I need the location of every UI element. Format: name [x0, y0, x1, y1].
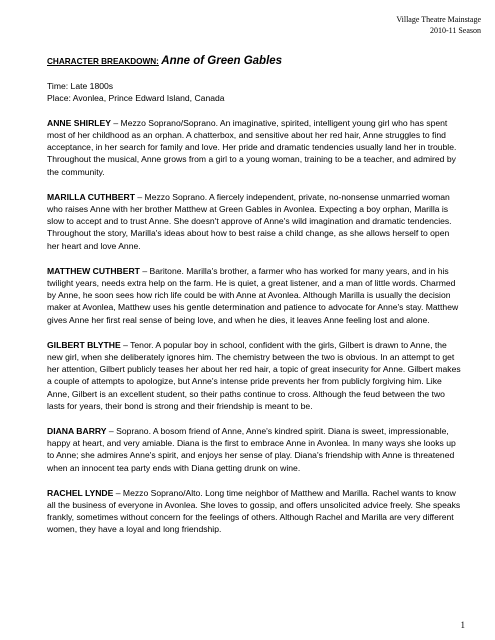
character-name: RACHEL LYNDE: [47, 487, 114, 498]
setting-place: Place: Avonlea, Prince Edward Island, Canada: [47, 93, 225, 104]
setting-block: [47, 80, 462, 105]
show-title: Anne of Green Gables: [161, 55, 283, 67]
character-diana-barry: [47, 425, 462, 474]
character-gilbert-blythe: [47, 339, 462, 413]
page-title: [47, 54, 462, 69]
character-description: – Mezzo Soprano. A fiercely independent, private, no-nonsense unmarried woman who raises Anne with her brother Matthew at Green Gables in Avonlea. Expecting a boy orphan, Marilla is slow to accept and to trust Anne. She doesn't approve of Anne's wild imagination and dramatic tendencies. Throughout the story, Marilla's ideas about how to best raise a child change, as she allows herself to open her heart and love Anne.: [47, 191, 452, 251]
running-head: [396, 14, 481, 36]
setting-time: Time: Late 1800s: [47, 81, 114, 91]
character-description: – Soprano. A bosom friend of Anne, Anne's kindred spirit. Diana is sweet, impressionable, happy at heart, and very amiable. Diana is the first to embrace Anne in Avonlea. In many ways she looks up to Anne; she admires Anne's spirit, and enjoys her sense of play. Diana's friendship with Anne is threatened when an innocent tea party ends with Diana getting drunk on wine.: [47, 425, 456, 473]
character-name: ANNE SHIRLEY: [47, 117, 111, 128]
character-description: – Tenor. A popular boy in school, confident with the girls, Gilbert is drawn to Anne, the new girl, when she deliberately ignores him. The chemistry between the two is obvious. In an attempt to get her attention, Gilbert publicly teases her about her red hair, a topic of great insecurity for Anne. Gilbert makes a couple of attempts to apologize, but Anne's intense pride prevents her from publicly forgiving him. Like Anne, Gilbert is an excellent student, so their paths continue to cross. Although the feud between the two lasts for years, their bond is strong and their friendship is meant to be.: [47, 339, 461, 412]
character-name: MATTHEW CUTHBERT: [47, 265, 140, 276]
character-description: – Mezzo Soprano/Alto. Long time neighbor of Matthew and Marilla. Rachel wants to know all the business of everyone in Avonlea. She loves to gossip, and offers unsolicited advice freely. She speaks frankly, sometimes without concern for the feelings of others. Although Rachel and Marilla are very different women, they have a loyal and long friendship.: [47, 487, 461, 535]
character-description: – Baritone. Marilla's brother, a farmer who has worked for many years, and in his twilight years, needs extra help on the farm. He is quiet, a great listener, and a man of little words. Charmed by Anne, he soon sees how rich life could be with Anne at Avonlea. Although Marilla is usually the decision maker at Avonlea, Matthew uses his gentle determination and patience to advocate for Anne's stay. Matthew gives Anne her first real sense of being love, and when he dies, it leaves Anne feeling lost and alone.: [47, 265, 459, 325]
character-rachel-lynde: [47, 487, 462, 536]
character-name: GILBERT BLYTHE: [47, 339, 121, 350]
character-marilla-cuthbert: [47, 191, 462, 252]
title-label: CHARACTER BREAKDOWN:: [47, 57, 159, 66]
character-name: MARILLA CUTHBERT: [47, 191, 135, 202]
page-number: 1: [460, 620, 465, 630]
character-name: DIANA BARRY: [47, 425, 107, 436]
running-head-theatre: Village Theatre Mainstage: [396, 15, 481, 24]
character-description: – Mezzo Soprano/Soprano. An imaginative, spirited, intelligent young girl who has spent most of her childhood as an orphan. A chatterbox, and sensitive about her red hair, Anne struggles to find acceptance, in her search for family and love. Her pride and dramatic tendencies usually land her in trouble. Throughout the musical, Anne grows from a girl to a young woman, training to be a teacher, and admired by the community.: [47, 117, 457, 177]
character-anne-shirley: [47, 117, 462, 178]
character-matthew-cuthbert: [47, 265, 462, 326]
running-head-season: 2010-11 Season: [429, 26, 481, 35]
document-body: [47, 54, 462, 548]
